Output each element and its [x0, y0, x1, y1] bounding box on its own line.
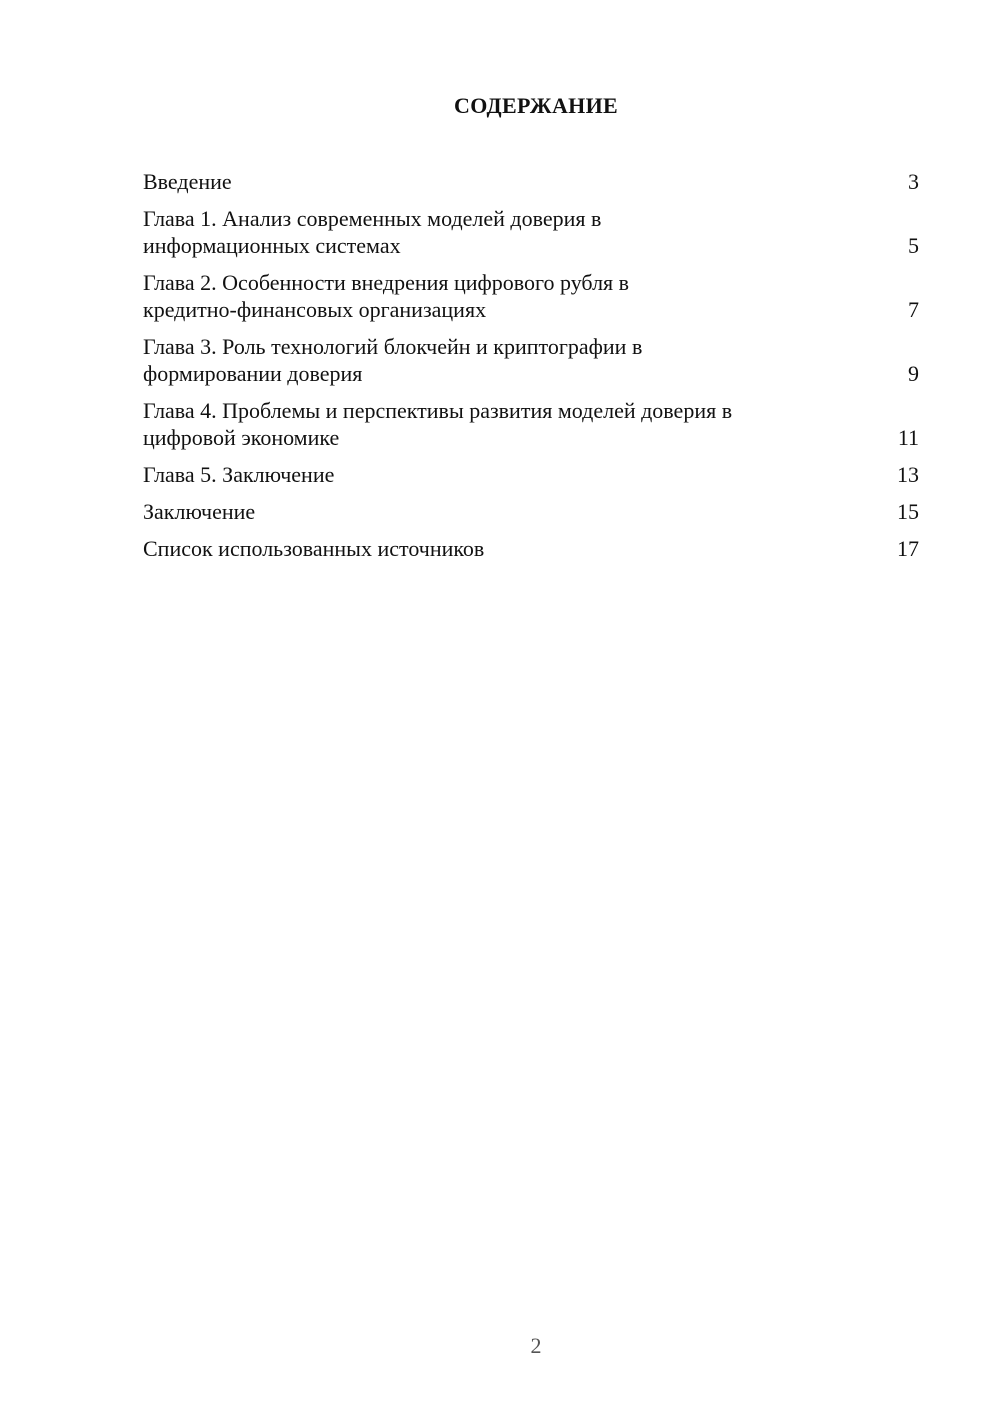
- toc-entry-page: 7: [908, 297, 919, 322]
- page-title: СОДЕРЖАНИЕ: [454, 93, 618, 118]
- toc-entry-chapter-5[interactable]: [143, 461, 919, 488]
- toc-entry-title: Введение: [143, 169, 232, 194]
- toc-entry-title: Глава 5. Заключение: [143, 462, 335, 487]
- toc-entry-title: Список использованных источников: [143, 536, 485, 561]
- toc-entry-chapter-2[interactable]: [143, 269, 919, 323]
- toc-entry-references[interactable]: [143, 535, 919, 562]
- toc-entry-page: 5: [908, 233, 919, 258]
- toc-entry-chapter-4[interactable]: [143, 397, 919, 451]
- toc-entry-title: Глава 3. Роль технологий блокчейн и криптографии в формировании доверия: [143, 334, 643, 386]
- toc-entry-chapter-1[interactable]: [143, 205, 919, 259]
- toc-entry-title: Глава 4. Проблемы и перспективы развития моделей доверия в цифровой экономике: [143, 398, 733, 450]
- toc-entry-title: Заключение: [143, 499, 256, 524]
- page-number: 2: [530, 1333, 542, 1358]
- toc-entry-page: 9: [908, 361, 919, 386]
- toc-entry-introduction[interactable]: [143, 168, 919, 195]
- toc-entry-page: 11: [897, 425, 919, 450]
- toc-entry-page: 17: [897, 536, 919, 561]
- toc-entry-page: 3: [908, 169, 919, 194]
- toc-entry-chapter-3[interactable]: [143, 333, 919, 387]
- table-of-contents: [143, 168, 919, 572]
- toc-entry-title: Глава 2. Особенности внедрения цифрового рубля в кредитно-финансовых организациях: [143, 270, 630, 322]
- toc-entry-page: 13: [897, 462, 919, 487]
- toc-entry-conclusion[interactable]: [143, 498, 919, 525]
- toc-entry-page: 15: [897, 499, 919, 524]
- toc-entry-title: Глава 1. Анализ современных моделей доверия в информационных системах: [143, 206, 602, 258]
